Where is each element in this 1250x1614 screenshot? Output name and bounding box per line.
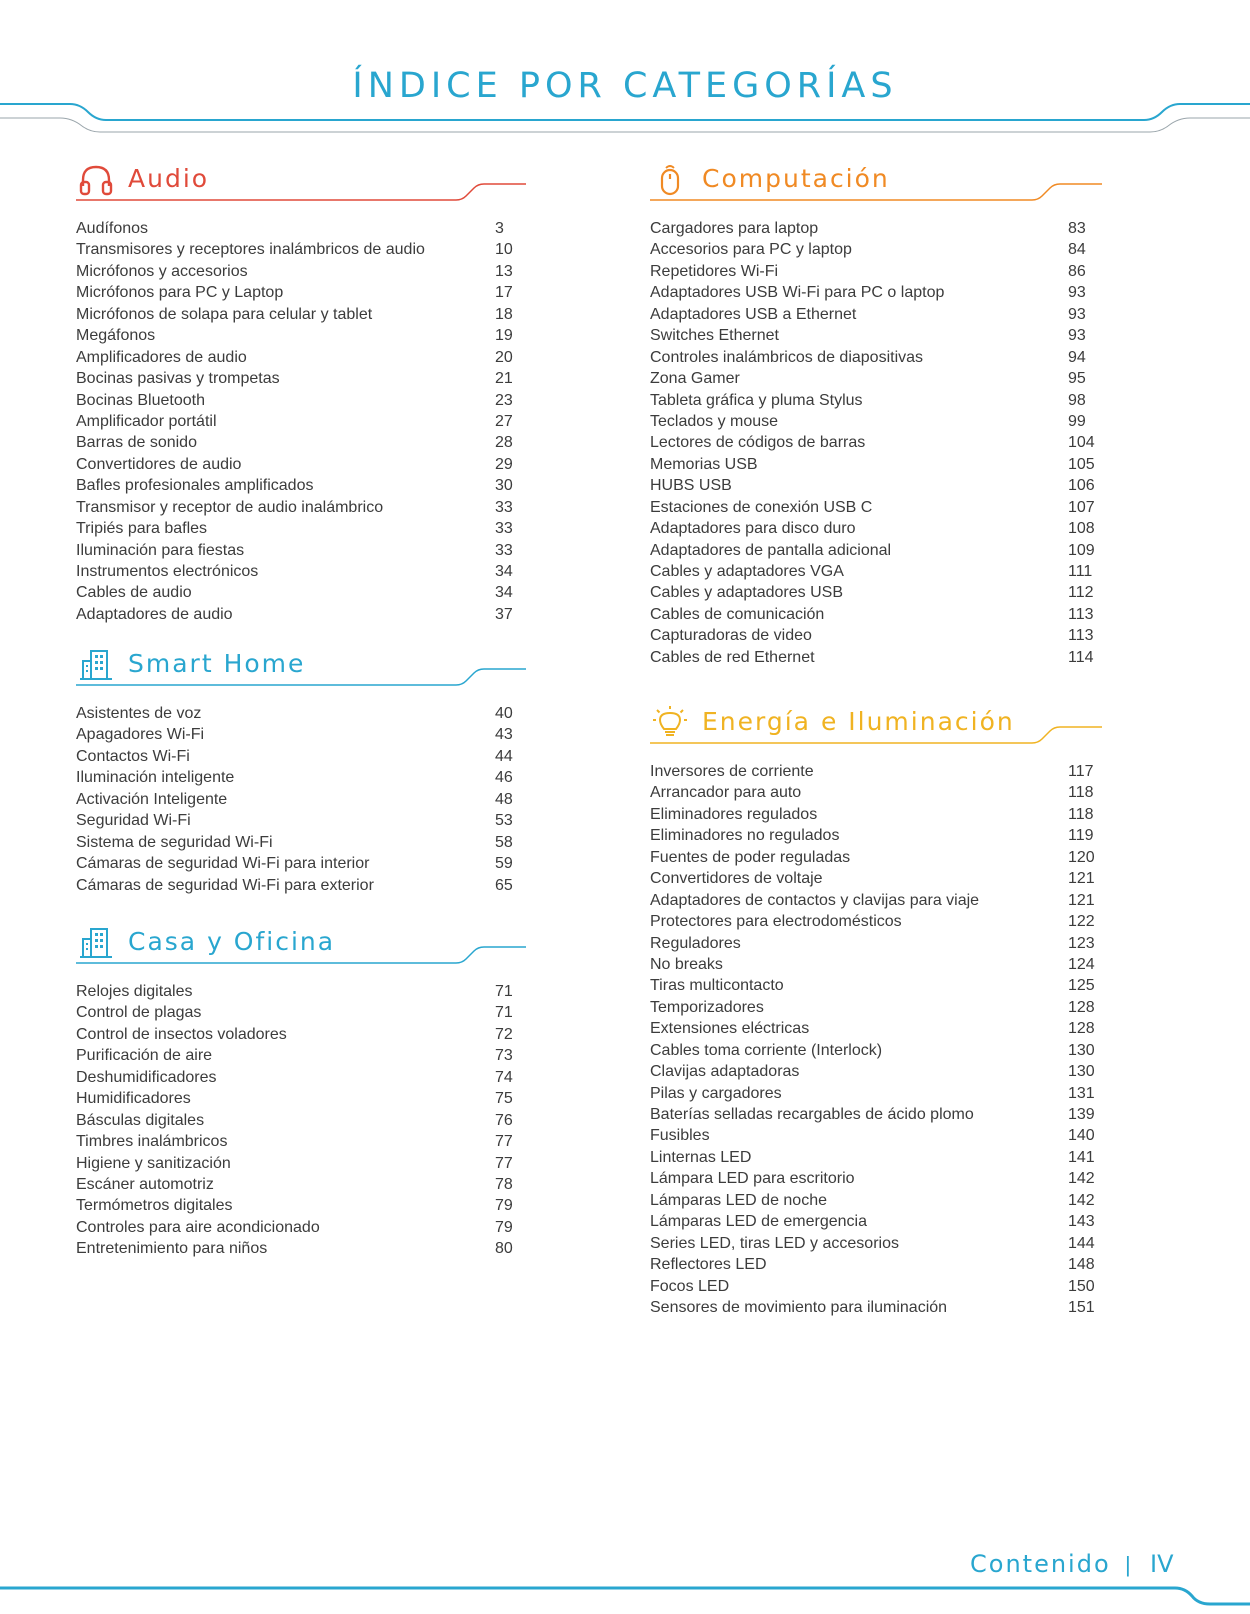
- entry-label: Zona Gamer: [650, 370, 740, 388]
- section-header: [76, 643, 526, 695]
- entry-label: No breaks: [650, 955, 723, 973]
- index-entry: [650, 868, 1102, 889]
- entry-page-number: 72: [495, 1025, 513, 1043]
- entry-page-number: 44: [495, 747, 513, 765]
- index-entry: [650, 390, 1102, 411]
- index-entry: [650, 475, 1102, 496]
- entry-page-number: 142: [1068, 1170, 1095, 1188]
- page-title: ÍNDICE POR CATEGORÍAS: [352, 66, 898, 106]
- entry-page-number: 71: [495, 1004, 513, 1022]
- entry-label: Relojes digitales: [76, 983, 193, 1000]
- index-entry: [76, 1002, 526, 1023]
- section-header: [76, 921, 526, 973]
- entry-label: Barras de sonido: [76, 434, 197, 452]
- entry-label: Escáner automotriz: [76, 1175, 214, 1193]
- index-entry: [76, 1024, 526, 1045]
- index-entry: [76, 1217, 526, 1238]
- entry-label: Cámaras de seguridad Wi-Fi para interior: [76, 855, 370, 873]
- entry-label: Lámparas LED de noche: [650, 1191, 827, 1209]
- entry-page-number: 108: [1068, 520, 1095, 538]
- entry-page-number: 93: [1068, 305, 1086, 323]
- entry-label: Termómetros digitales: [76, 1197, 233, 1215]
- mouse-icon: [652, 162, 688, 198]
- entry-label: Audífonos: [76, 220, 149, 237]
- index-entry: [650, 1190, 1102, 1211]
- entry-label: Higiene y sanitización: [76, 1154, 231, 1172]
- entry-label: Fusibles: [650, 1127, 710, 1145]
- office-building-icon: [78, 925, 114, 961]
- entry-page-number: 58: [495, 833, 513, 851]
- index-entry: [650, 218, 1102, 239]
- index-entry: [76, 218, 526, 239]
- entry-label: Reguladores: [650, 934, 741, 952]
- entry-label: Apagadores Wi-Fi: [76, 726, 205, 744]
- entry-page-number: 139: [1068, 1106, 1095, 1123]
- entry-label: Iluminación para fiestas: [76, 541, 245, 559]
- entry-label: Cables y adaptadores VGA: [650, 563, 844, 580]
- entry-label: Lámpara LED para escritorio: [650, 1170, 855, 1188]
- entry-page-number: 123: [1068, 934, 1095, 952]
- index-entry: [650, 347, 1102, 368]
- entry-page-number: 34: [495, 584, 513, 602]
- entry-page-number: 21: [495, 370, 513, 388]
- entry-label: Transmisor y receptor de audio inalámbrico: [76, 498, 384, 516]
- entry-page-number: 19: [495, 327, 513, 345]
- entry-list: [76, 981, 526, 1260]
- page-number: IV: [1150, 1550, 1174, 1578]
- entry-label: Convertidores de voltaje: [650, 870, 823, 888]
- entry-label: Series LED, tiras LED y accesorios: [650, 1234, 899, 1252]
- entry-page-number: 17: [495, 284, 513, 302]
- entry-label: Amplificador portátil: [76, 412, 217, 430]
- entry-page-number: 93: [1068, 284, 1086, 302]
- index-entry: [650, 304, 1102, 325]
- index-entry: [76, 432, 526, 453]
- index-entry: [76, 239, 526, 260]
- index-entry: [76, 1195, 526, 1216]
- index-entry: [650, 540, 1102, 561]
- building-icon: [78, 647, 114, 683]
- section-computacion: [650, 158, 1102, 666]
- index-entry: [76, 981, 526, 1002]
- section-audio: [76, 158, 526, 623]
- entry-page-number: 125: [1068, 977, 1095, 995]
- section-smart-home: [76, 643, 526, 894]
- entry-page-number: 20: [495, 348, 513, 366]
- section-title: Smart Home: [128, 649, 306, 678]
- index-entry: [76, 1238, 526, 1259]
- entry-page-number: 13: [495, 262, 513, 280]
- entry-page-number: 33: [495, 541, 513, 559]
- index-entry: [650, 782, 1102, 803]
- index-entry: [650, 561, 1102, 582]
- entry-page-number: 109: [1068, 541, 1095, 559]
- entry-label: Iluminación inteligente: [76, 769, 235, 787]
- index-entry: [76, 282, 526, 303]
- entry-page-number: 121: [1068, 891, 1095, 909]
- entry-label: Inversores de corriente: [650, 763, 814, 780]
- entry-page-number: 131: [1068, 1084, 1095, 1102]
- index-entry: [650, 432, 1102, 453]
- lightbulb-icon: [652, 705, 688, 741]
- entry-label: Linternas LED: [650, 1148, 752, 1166]
- entry-label: Reflectores LED: [650, 1256, 767, 1274]
- entry-page-number: 18: [495, 305, 513, 323]
- entry-page-number: 53: [495, 812, 513, 830]
- index-entry: [76, 1088, 526, 1109]
- index-entry: [76, 325, 526, 346]
- entry-label: Accesorios para PC y laptop: [650, 241, 852, 259]
- entry-label: Tiras multicontacto: [650, 977, 784, 995]
- index-entry: [650, 261, 1102, 282]
- entry-page-number: 99: [1068, 412, 1086, 430]
- entry-page-number: 144: [1068, 1234, 1095, 1252]
- entry-label: Bafles profesionales amplificados: [76, 477, 314, 495]
- entry-page-number: 23: [495, 391, 513, 409]
- entry-page-number: 80: [495, 1240, 513, 1258]
- entry-page-number: 77: [495, 1154, 513, 1172]
- entry-page-number: 148: [1068, 1256, 1095, 1274]
- index-entry: [650, 804, 1102, 825]
- entry-label: Cables toma corriente (Interlock): [650, 1041, 883, 1059]
- entry-page-number: 117: [1068, 763, 1094, 780]
- entry-page-number: 121: [1068, 870, 1095, 888]
- entry-page-number: 34: [495, 563, 513, 580]
- entry-page-number: 48: [495, 790, 513, 808]
- index-entry: [76, 475, 526, 496]
- entry-label: Adaptadores USB Wi-Fi para PC o laptop: [650, 284, 945, 302]
- index-entry: [76, 582, 526, 603]
- entry-page-number: 74: [495, 1068, 513, 1086]
- section-energia: [650, 701, 1102, 1316]
- index-entry: [650, 325, 1102, 346]
- entry-page-number: 130: [1068, 1063, 1095, 1081]
- entry-page-number: 128: [1068, 998, 1095, 1016]
- index-entry: [76, 703, 526, 724]
- index-entry: [650, 1276, 1102, 1297]
- entry-page-number: 105: [1068, 455, 1095, 473]
- index-entry: [76, 540, 526, 561]
- entry-label: Sensores de movimiento para iluminación: [650, 1298, 948, 1316]
- entry-label: Pilas y cargadores: [650, 1084, 782, 1102]
- index-entry: [650, 1018, 1102, 1039]
- entry-label: Adaptadores de contactos y clavijas para viaje: [650, 891, 980, 909]
- section-header: [650, 158, 1102, 210]
- footer-section-label: Contenido: [970, 1550, 1111, 1578]
- entry-label: Convertidores de audio: [76, 455, 242, 473]
- entry-label: Tableta gráfica y pluma Stylus: [650, 391, 863, 409]
- section-title: Computación: [702, 164, 890, 193]
- entry-label: Lectores de códigos de barras: [650, 434, 866, 452]
- entry-label: Megáfonos: [76, 327, 156, 345]
- entry-label: Adaptadores de pantalla adicional: [650, 541, 892, 559]
- index-entry: [76, 767, 526, 788]
- entry-label: Transmisores y receptores inalámbricos de audio: [76, 241, 425, 259]
- index-entry: [650, 239, 1102, 260]
- entry-page-number: 95: [1068, 370, 1086, 388]
- index-entry: [76, 1110, 526, 1131]
- entry-page-number: 142: [1068, 1191, 1095, 1209]
- index-entry: [650, 954, 1102, 975]
- entry-label: Eliminadores no regulados: [650, 827, 840, 845]
- entry-label: Adaptadores de audio: [76, 605, 233, 623]
- entry-label: Baterías selladas recargables de ácido plomo: [650, 1106, 974, 1123]
- entry-label: Fuentes de poder reguladas: [650, 848, 851, 866]
- entry-page-number: 93: [1068, 327, 1086, 345]
- index-entry: [650, 1211, 1102, 1232]
- section-header: [76, 158, 526, 210]
- entry-label: Adaptadores USB a Ethernet: [650, 305, 857, 323]
- index-entry: [650, 411, 1102, 432]
- entry-label: Eliminadores regulados: [650, 805, 818, 823]
- entry-label: Entretenimiento para niños: [76, 1240, 268, 1258]
- entry-label: Repetidores Wi-Fi: [650, 262, 779, 280]
- index-entry: [76, 1153, 526, 1174]
- index-entry: [650, 1104, 1102, 1125]
- index-entry: [76, 810, 526, 831]
- index-entry: [76, 368, 526, 389]
- index-entry: [650, 975, 1102, 996]
- entry-page-number: 46: [495, 769, 513, 787]
- entry-page-number: 33: [495, 498, 513, 516]
- entry-label: Deshumidificadores: [76, 1068, 217, 1086]
- index-entry: [76, 789, 526, 810]
- entry-label: Cables de red Ethernet: [650, 648, 815, 666]
- entry-label: Tripiés para bafles: [76, 520, 208, 538]
- index-entry: [650, 1254, 1102, 1275]
- entry-page-number: 86: [1068, 262, 1086, 280]
- index-entry: [650, 1125, 1102, 1146]
- entry-page-number: 140: [1068, 1127, 1095, 1145]
- index-entry: [76, 853, 526, 874]
- entry-label: HUBS USB: [650, 477, 732, 495]
- section-casa-oficina: [76, 921, 526, 1258]
- entry-label: Switches Ethernet: [650, 327, 779, 345]
- entry-label: Controles para aire acondicionado: [76, 1218, 320, 1236]
- index-entry: [76, 875, 526, 896]
- entry-label: Protectores para electrodomésticos: [650, 913, 902, 931]
- entry-list: [76, 218, 526, 625]
- entry-page-number: 119: [1068, 827, 1094, 845]
- entry-page-number: 59: [495, 855, 513, 873]
- index-entry: [650, 1168, 1102, 1189]
- index-entry: [650, 911, 1102, 932]
- index-entry: [76, 561, 526, 582]
- section-title: Energía e Iluminación: [702, 707, 1015, 736]
- entry-label: Micrófonos para PC y Laptop: [76, 284, 284, 302]
- index-entry: [650, 1040, 1102, 1061]
- index-entry: [76, 454, 526, 475]
- entry-page-number: 141: [1068, 1148, 1095, 1166]
- entry-label: Micrófonos de solapa para celular y tablet: [76, 305, 373, 323]
- entry-page-number: 94: [1068, 348, 1086, 366]
- entry-page-number: 73: [495, 1047, 513, 1065]
- entry-label: Clavijas adaptadoras: [650, 1063, 800, 1081]
- index-entry: [650, 368, 1102, 389]
- entry-page-number: 28: [495, 434, 513, 452]
- entry-page-number: 27: [495, 412, 513, 430]
- index-entry: [650, 1061, 1102, 1082]
- entry-label: Cables y adaptadores USB: [650, 584, 843, 602]
- entry-list: [76, 703, 526, 896]
- entry-label: Cables de comunicación: [650, 605, 825, 623]
- entry-page-number: 40: [495, 705, 513, 722]
- entry-label: Capturadoras de video: [650, 627, 812, 645]
- entry-page-number: 106: [1068, 477, 1095, 495]
- entry-page-number: 113: [1068, 627, 1094, 645]
- entry-label: Control de plagas: [76, 1004, 202, 1022]
- index-entry: [76, 1067, 526, 1088]
- index-entry: [76, 347, 526, 368]
- entry-label: Instrumentos electrónicos: [76, 563, 259, 580]
- index-entry: [650, 604, 1102, 625]
- entry-page-number: 37: [495, 605, 513, 623]
- entry-label: Cargadores para laptop: [650, 220, 819, 237]
- index-entry: [76, 1045, 526, 1066]
- index-entry: [76, 304, 526, 325]
- index-entry: [76, 604, 526, 625]
- index-entry: [650, 582, 1102, 603]
- entry-page-number: 29: [495, 455, 513, 473]
- entry-label: Timbres inalámbricos: [76, 1133, 228, 1151]
- entry-label: Focos LED: [650, 1277, 730, 1295]
- entry-page-number: 151: [1068, 1298, 1095, 1316]
- entry-page-number: 30: [495, 477, 513, 495]
- entry-page-number: 76: [495, 1111, 513, 1129]
- entry-page-number: 143: [1068, 1213, 1095, 1231]
- entry-label: Cables de audio: [76, 584, 192, 602]
- index-entry: [76, 261, 526, 282]
- index-entry: [650, 1083, 1102, 1104]
- index-entry: [76, 1174, 526, 1195]
- index-entry: [650, 997, 1102, 1018]
- entry-label: Asistentes de voz: [76, 705, 202, 722]
- index-entry: [76, 746, 526, 767]
- entry-page-number: 10: [495, 241, 513, 259]
- index-entry: [76, 724, 526, 745]
- section-title: Casa y Oficina: [128, 927, 336, 956]
- entry-page-number: 77: [495, 1133, 513, 1151]
- entry-label: Seguridad Wi-Fi: [76, 812, 191, 830]
- section-title: Audio: [128, 164, 210, 193]
- index-entry: [76, 518, 526, 539]
- entry-page-number: 98: [1068, 391, 1086, 409]
- entry-page-number: 75: [495, 1090, 513, 1108]
- entry-page-number: 79: [495, 1218, 513, 1236]
- entry-page-number: 78: [495, 1175, 513, 1193]
- entry-page-number: 83: [1068, 220, 1086, 237]
- entry-page-number: 111: [1068, 563, 1093, 580]
- index-entry: [76, 390, 526, 411]
- entry-page-number: 33: [495, 520, 513, 538]
- entry-label: Controles inalámbricos de diapositivas: [650, 348, 924, 366]
- footer-separator: |: [1125, 1552, 1131, 1577]
- entry-page-number: 124: [1068, 955, 1095, 973]
- entry-page-number: 118: [1068, 784, 1094, 802]
- index-entry: [650, 1297, 1102, 1318]
- entry-label: Adaptadores para disco duro: [650, 520, 856, 538]
- index-entry: [76, 832, 526, 853]
- entry-page-number: 3: [495, 220, 504, 237]
- index-entry: [76, 497, 526, 518]
- index-entry: [650, 647, 1102, 668]
- entry-label: Bocinas pasivas y trompetas: [76, 370, 280, 388]
- entry-page-number: 79: [495, 1197, 513, 1215]
- entry-page-number: 128: [1068, 1020, 1095, 1038]
- index-entry: [650, 825, 1102, 846]
- section-header: [650, 701, 1102, 753]
- index-entry: [650, 761, 1102, 782]
- entry-page-number: 114: [1068, 648, 1094, 666]
- entry-label: Bocinas Bluetooth: [76, 391, 205, 409]
- index-entry: [650, 933, 1102, 954]
- entry-page-number: 65: [495, 876, 513, 894]
- entry-label: Temporizadores: [650, 998, 764, 1016]
- entry-page-number: 118: [1068, 805, 1094, 823]
- entry-page-number: 130: [1068, 1041, 1095, 1059]
- index-entry: [650, 1233, 1102, 1254]
- entry-label: Contactos Wi-Fi: [76, 747, 190, 765]
- entry-label: Extensiones eléctricas: [650, 1020, 810, 1038]
- entry-label: Purificación de aire: [76, 1047, 213, 1065]
- entry-page-number: 43: [495, 726, 513, 744]
- entry-label: Humidificadores: [76, 1090, 191, 1108]
- entry-list: [650, 761, 1102, 1318]
- entry-label: Estaciones de conexión USB C: [650, 498, 873, 516]
- index-entry: [650, 625, 1102, 646]
- entry-page-number: 113: [1068, 605, 1094, 623]
- entry-label: Memorias USB: [650, 455, 758, 473]
- entry-page-number: 120: [1068, 848, 1095, 866]
- entry-page-number: 84: [1068, 241, 1086, 259]
- index-entry: [650, 454, 1102, 475]
- index-entry: [650, 282, 1102, 303]
- entry-label: Básculas digitales: [76, 1111, 205, 1129]
- entry-label: Control de insectos voladores: [76, 1025, 287, 1043]
- entry-label: Lámparas LED de emergencia: [650, 1213, 868, 1231]
- entry-label: Sistema de seguridad Wi-Fi: [76, 833, 273, 851]
- entry-label: Amplificadores de audio: [76, 348, 247, 366]
- index-entry: [650, 1147, 1102, 1168]
- entry-page-number: 122: [1068, 913, 1095, 931]
- index-entry: [650, 847, 1102, 868]
- index-entry: [76, 1131, 526, 1152]
- entry-page-number: 104: [1068, 434, 1095, 452]
- entry-label: Teclados y mouse: [650, 412, 779, 430]
- entry-page-number: 71: [495, 983, 513, 1000]
- entry-label: Cámaras de seguridad Wi-Fi para exterior: [76, 876, 374, 894]
- headphones-icon: [78, 162, 114, 198]
- entry-label: Arrancador para auto: [650, 784, 802, 802]
- entry-page-number: 150: [1068, 1277, 1095, 1295]
- index-entry: [76, 411, 526, 432]
- index-entry: [650, 497, 1102, 518]
- entry-label: Activación Inteligente: [76, 790, 228, 808]
- index-entry: [650, 890, 1102, 911]
- entry-page-number: 107: [1068, 498, 1095, 516]
- entry-page-number: 112: [1068, 584, 1094, 602]
- index-entry: [650, 518, 1102, 539]
- entry-label: Micrófonos y accesorios: [76, 262, 248, 280]
- entry-list: [650, 218, 1102, 668]
